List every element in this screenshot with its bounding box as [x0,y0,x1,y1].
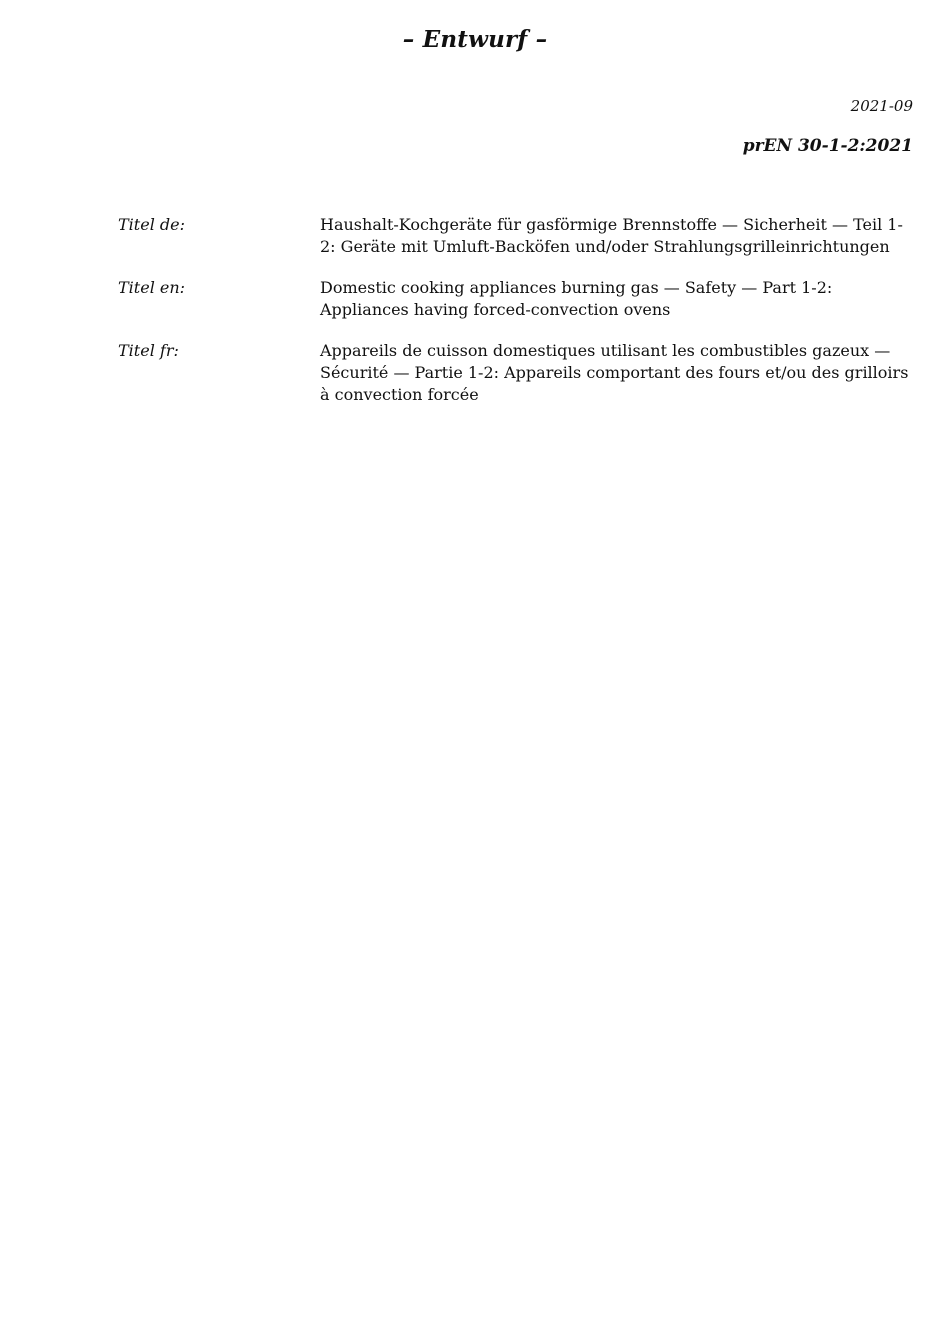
title-table [118,214,913,425]
draft-heading: – Entwurf – [402,26,548,53]
title-text-en: Domestic cooking appliances burning gas — Safety — Part 1-2: Appliances having forced-convection ovens [320,278,833,319]
title-text-fr: Appareils de cuisson domestiques utilisant les combustibles gazeux — Sécurité — Partie 1-2: Appareils comportant des fours et/ou des grilloirs à convection forcée [320,341,909,404]
title-label-fr: Titel fr: [118,341,179,360]
title-label-en: Titel en: [118,278,186,297]
title-label-de: Titel de: [118,215,185,234]
title-row-de [118,214,913,258]
document-date: 2021-09 [850,97,913,115]
title-row-en [118,277,913,321]
title-row-fr [118,340,913,406]
document-number: prEN 30-1-2:2021 [742,136,913,156]
title-text-de: Haushalt-Kochgeräte für gasförmige Brennstoffe — Sicherheit — Teil 1-2: Geräte mit Umluft-Backöfen und/oder Strahlungsgrilleinrichtungen [320,215,903,256]
